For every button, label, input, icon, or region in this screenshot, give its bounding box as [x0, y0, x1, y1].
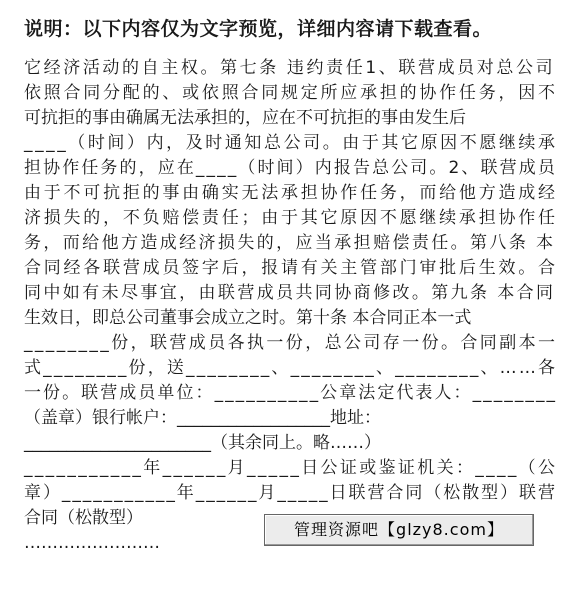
text-line: 依照合同分配的、或依照合同规定所应承担的协作任务，因不 [24, 83, 558, 103]
text-line: ___________年______月_____日公证或鉴证机关：____（公 [24, 458, 558, 478]
text-line: 式________份，送________、________、________、……各 [24, 358, 558, 378]
text-line: 可抗拒的事由确属无法承担的，应在不可抗拒的事由发生后 [24, 108, 466, 128]
text-line: 它经济活动的自主权。第七条 违约责任1、联营成员对总公司 [24, 58, 556, 78]
text-line: 务，而给他方造成经济损失的，应当承担赔偿责任。第八条 本 [24, 233, 556, 253]
text-line: 生效日，即总公司董事会成立之时。第十条 本合同正本一式 [24, 308, 472, 328]
text-line: ______________________（其余同上。略……） [24, 433, 381, 453]
text-line: 由于不可抗拒的事由确实无法承担协作任务，而给他方造成经 [24, 183, 558, 203]
preview-notice: 说明：以下内容仅为文字预览，详细内容请下载查看。 [24, 18, 493, 40]
text-line: 担协作任务的，应在____（时间）内报告总公司。2、联营成员 [24, 158, 557, 178]
text-line: 一份。联营成员单位：__________公章法定代表人：________ [24, 383, 558, 403]
text-line: 章）___________年______月_____日联营合同（松散型）联营 [24, 483, 557, 503]
text-line: （盖章）银行帐户：__________________地址： [24, 408, 381, 428]
text-line: ____（时间）内，及时通知总公司。由于其它原因不愿继续承 [24, 133, 558, 153]
document-body [24, 56, 558, 556]
text-line: 合同（松散型） [24, 508, 143, 528]
text-line: …………………… [24, 533, 160, 553]
text-line: ________份，联营成员各执一份，总公司存一份。合同副本一 [24, 333, 558, 353]
site-watermark-badge: 管理资源吧【glzy8.com】 [264, 514, 534, 546]
text-line: 同中如有未尽事宜，由联营成员共同协商修改。第九条 本合同 [24, 283, 556, 303]
text-line: 合同经各联营成员签字后，报请有关主管部门审批后生效。合 [24, 258, 558, 278]
text-line: 济损失的，不负赔偿责任；由于其它原因不愿继续承担协作任 [24, 208, 558, 228]
